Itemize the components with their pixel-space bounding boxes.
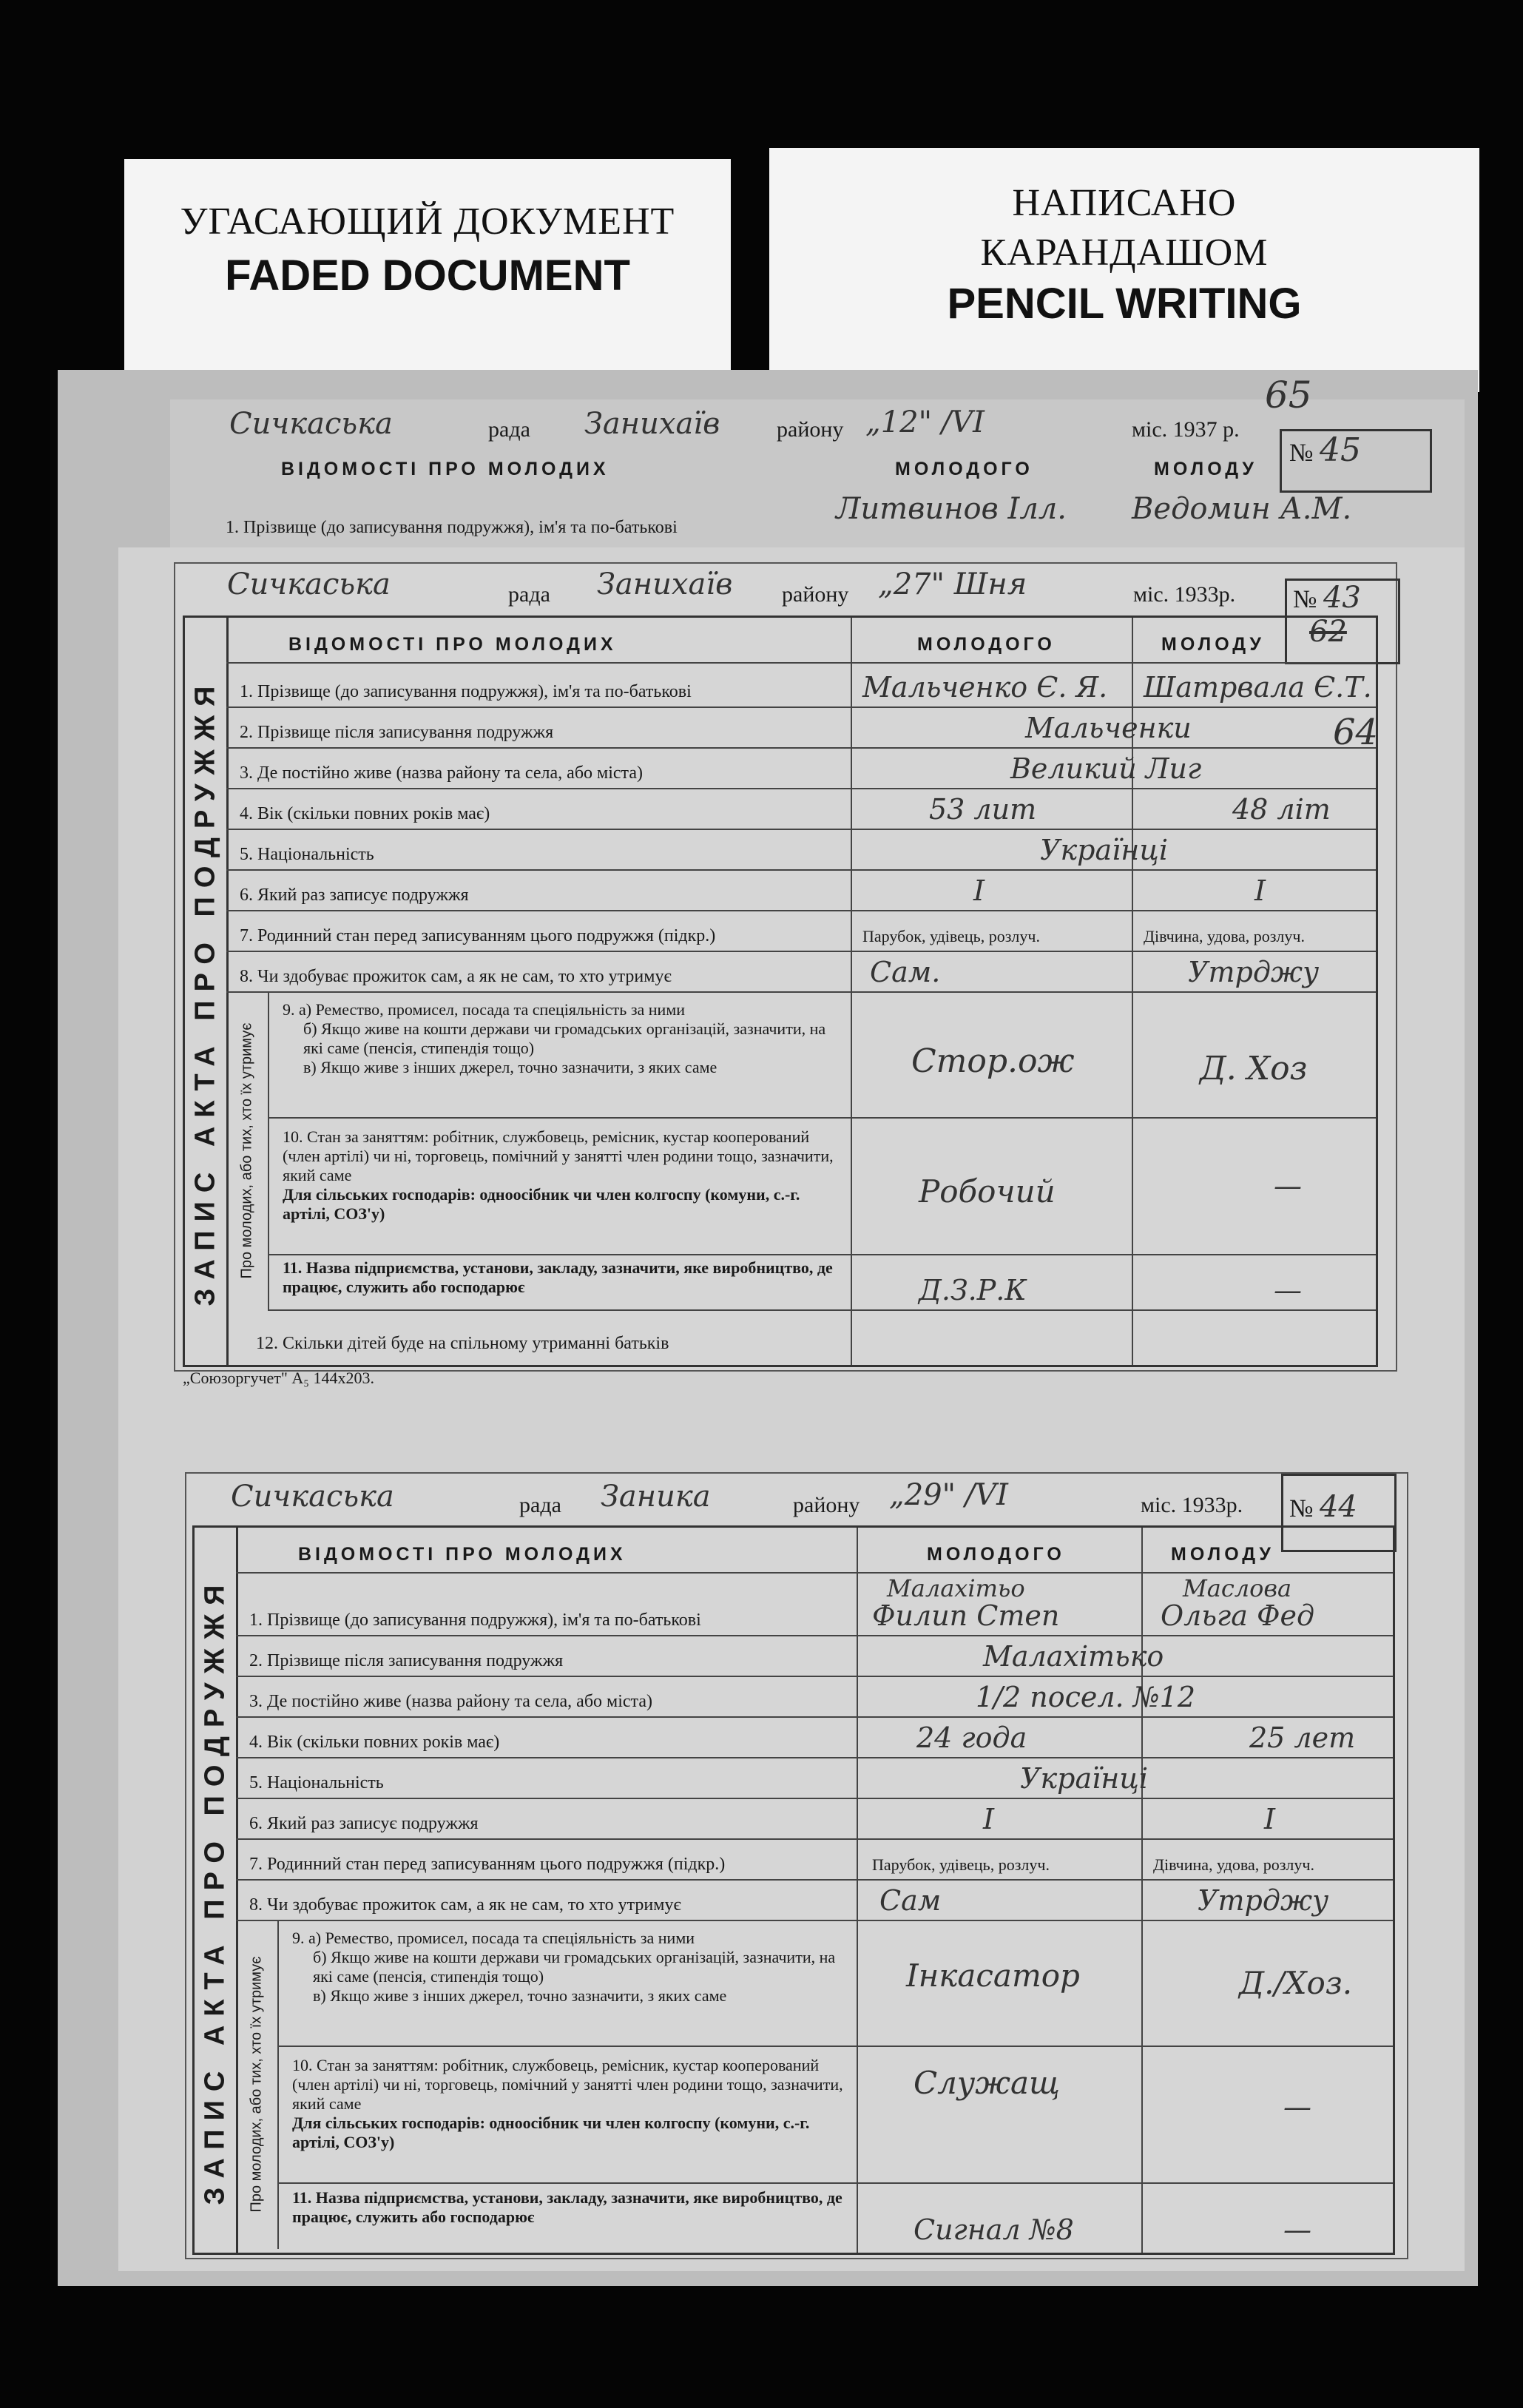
form2-row-q6	[236, 1798, 1393, 1840]
back-number-handwritten: 45	[1319, 431, 1361, 469]
form1-grid	[183, 616, 1378, 1367]
form1-q1-label: 1. Прізвище (до записування подружжя), ім'я та по-батькові	[240, 682, 692, 701]
form2-row-q11	[277, 2182, 1393, 2249]
form2-q9a: 9. а) Ремество, промисел, посада та спеціяльність за ними	[292, 1929, 695, 1947]
marriage-record-form-2	[185, 1472, 1408, 2259]
form2-bride-q8: Утрджу	[1198, 1884, 1329, 1917]
form2-sub-side	[236, 1920, 279, 2249]
form1-row-q1	[226, 662, 1376, 708]
form1-row-q7	[226, 910, 1376, 952]
back-year: 7	[1206, 417, 1218, 442]
pencil-label-ru2: КАРАНДАШОМ	[980, 232, 1269, 274]
form2-side-title-text: ЗАПИС АКТА ПРО ПОДРУЖЖЯ	[199, 1576, 231, 2205]
back-title: ВІДОМОСТІ ПРО МОЛОДИХ	[281, 459, 609, 479]
form2-year: 3	[1215, 1493, 1226, 1517]
form2-bride-q4: 25 лет	[1249, 1721, 1356, 1754]
form2-q7-label: 7. Родинний стан перед записуванням цього подружжя (підкр.)	[249, 1855, 726, 1874]
form1-no-label: №	[1293, 586, 1317, 613]
form1-row-q9	[268, 991, 1376, 1119]
form1-row-q10	[268, 1117, 1376, 1255]
form2-row-q7	[236, 1838, 1393, 1881]
form1-side-title	[185, 618, 229, 1365]
form2-q7-bride-options: Дівчина, удова, розлуч.	[1153, 1855, 1314, 1874]
form2-row-q3	[236, 1676, 1393, 1718]
form2-row-q4	[236, 1716, 1393, 1758]
form1-bride-q11: —	[1274, 1274, 1302, 1306]
form1-bride-q4: 48 літ	[1232, 793, 1331, 826]
form1-q11-label: 11. Назва підприємства, установи, закладу, зазначити, яке виробництво, де працює, служить або господарює	[283, 1258, 833, 1296]
form1-number-handwritten: 43	[1323, 581, 1361, 615]
back-number-top: 65	[1265, 374, 1312, 416]
form2-no-label: №	[1289, 1495, 1314, 1522]
form1-title: ВІДОМОСТІ ПРО МОЛОДИХ	[288, 634, 617, 655]
form1-bride-q10: —	[1274, 1170, 1302, 1202]
form2-sub-side-text: Про молодих, або тих, хто їх утримує	[248, 1956, 265, 2213]
form2-q9-label	[292, 1929, 847, 2006]
back-month-label	[1132, 417, 1240, 442]
back-r-label: р.	[1223, 417, 1240, 442]
form1-q9a: 9. а) Ремество, промисел, посада та спеціяльність за ними	[283, 1000, 686, 1019]
form1-q12-label: 12. Скільки дітей буде на спільному утриманні батьків	[256, 1334, 669, 1353]
form2-row-q10	[277, 2046, 1393, 2184]
marriage-record-form-1	[174, 562, 1397, 1387]
form1-rada-label: рада	[508, 582, 550, 607]
faded-document-label	[124, 159, 731, 381]
form2-q2-label: 2. Прізвище після записування подружжя	[249, 1651, 564, 1670]
form1-row-q11	[268, 1254, 1376, 1311]
form1-row-q5	[226, 829, 1376, 871]
form2-bride-q10: —	[1283, 2091, 1311, 2123]
form1-q2-label: 2. Прізвище після записування подружжя	[240, 723, 554, 742]
form1-q7-label: 7. Родинний стан перед записуванням цього подружжя (підкр.)	[240, 926, 716, 945]
form2-mis-label: міс. 193	[1141, 1493, 1215, 1517]
form2-row-q2	[236, 1635, 1393, 1677]
form2-month-label	[1141, 1493, 1243, 1518]
form1-village-handwritten: Занихаїв	[597, 567, 733, 601]
back-rada-handwritten: Сичкаська	[229, 407, 393, 441]
form1-groom-q9: Стор.ож	[911, 1042, 1075, 1080]
pencil-label-ru1: НАПИСАНО	[1012, 182, 1237, 224]
form1-number-struck: 62	[1309, 615, 1347, 649]
form1-q10-label	[283, 1127, 837, 1224]
form1-q10-text: 10. Стан за заняттям: робітник, службовець, ремісник, кустар кооперований (член артілі) чи ні, торговець, помічний у занятті член родини тощо, зазначити, який саме	[283, 1127, 834, 1184]
form2-q3-answer: 1/2 посел. №12	[976, 1681, 1196, 1713]
form2-groom-q1: Филип Степ	[872, 1599, 1060, 1632]
form2-q10-text: 10. Стан за заняттям: робітник, службовець, ремісник, кустар кооперований (член артілі) чи ні, торговець, помічний у занятті член родини тощо, зазначити, який саме	[292, 2056, 843, 2113]
form1-side-title-text: ЗАПИС АКТА ПРО ПОДРУЖЖЯ	[189, 677, 221, 1306]
back-rayonu-label: району	[777, 417, 844, 442]
form1-row-q8	[226, 951, 1376, 993]
form1-footer: „Союзоргучет" А₅ 144х203.	[183, 1369, 374, 1387]
form2-q4-label: 4. Вік (скільки повних років має)	[249, 1733, 500, 1752]
form1-date-handwritten: „27" Шня	[878, 567, 1027, 601]
form2-q1-label: 1. Прізвище (до записування подружжя), ім'я та по-батькові	[249, 1611, 701, 1630]
form2-row-q1	[236, 1572, 1393, 1636]
back-groom-q1: Литвинов Ілл.	[836, 492, 1067, 526]
pencil-writing-label	[769, 148, 1479, 392]
form2-rada-handwritten: Сичкаська	[231, 1480, 394, 1514]
form2-groom-q6: I	[983, 1803, 995, 1835]
form2-groom-q4: 24 года	[916, 1721, 1027, 1754]
form1-groom-header: МОЛОДОГО	[917, 634, 1056, 655]
form1-q7-bride-options: Дівчина, удова, розлуч.	[1144, 927, 1305, 945]
form1-groom-q6: I	[973, 874, 985, 907]
form2-title: ВІДОМОСТІ ПРО МОЛОДИХ	[298, 1544, 627, 1565]
form1-row-q2	[226, 706, 1376, 749]
back-q1: 1. Прізвище (до записування подружжя), ім'я та по-батькові	[226, 518, 678, 537]
form1-r-label: р.	[1218, 582, 1236, 607]
form2-groom-q9: Інкасатор	[906, 1957, 1080, 1994]
form2-village-handwritten: Заника	[601, 1480, 711, 1514]
form1-q9c: в) Якщо живе з інших джерел, точно зазначити, з яких саме	[303, 1058, 717, 1076]
form2-grid	[192, 1525, 1395, 2255]
back-mis-label: міс. 193	[1132, 417, 1206, 442]
form1-q4-label: 4. Вік (скільки повних років має)	[240, 804, 490, 823]
form2-row-header	[236, 1528, 1393, 1574]
form1-bride-q9: Д. Хоз	[1200, 1050, 1308, 1087]
form2-row-q8	[236, 1879, 1393, 1921]
form2-rada-label: рада	[519, 1493, 561, 1517]
form1-side-number: 64	[1333, 712, 1379, 753]
form1-q5-label: 5. Національність	[240, 845, 374, 864]
form2-date-handwritten: „29" /VI	[889, 1478, 1008, 1512]
form1-q2-answer: Мальченки	[1025, 712, 1192, 744]
back-bride-header: МОЛОДУ	[1154, 459, 1257, 479]
form1-row-q12	[226, 1309, 1376, 1363]
form2-side-title	[195, 1528, 238, 2253]
back-date-handwritten: „12" /VI	[865, 405, 985, 439]
back-rada-label: рада	[488, 417, 530, 442]
form1-bride-q8: Утрджу	[1188, 956, 1320, 988]
form1-groom-q11: Д.З.Р.К	[919, 1274, 1027, 1306]
form2-q8-label: 8. Чи здобуває прожиток сам, а як не сам, то хто утримує	[249, 1895, 681, 1915]
form2-q3-label: 3. Де постійно живе (назва району та села, або міста)	[249, 1692, 652, 1711]
form1-month-label	[1133, 582, 1235, 607]
form1-groom-q4: 53 лит	[929, 793, 1037, 826]
faded-label-en: FADED DOCUMENT	[225, 252, 630, 300]
form2-groom-q11: Сигнал №8	[914, 2213, 1074, 2246]
form2-q10-label	[292, 2056, 847, 2152]
form1-mis-label: міс. 193	[1133, 582, 1208, 607]
form1-rayonu-label: району	[782, 582, 849, 607]
form1-groom-q1: Мальченко Є. Я.	[862, 671, 1108, 704]
form2-q10b-text: Для сільських господарів: одноосібник чи член колгоспу (комуни, с.-г. артілі, СОЗ'у)	[292, 2114, 810, 2151]
form1-q10b-text: Для сільських господарів: одноосібник чи член колгоспу (комуни, с.-г. артілі, СОЗ'у)	[283, 1185, 800, 1223]
back-bride-q1: Ведомин А.М.	[1132, 492, 1352, 526]
form2-bride-q1-top: Маслова	[1183, 1574, 1292, 1602]
form2-q5-answer: Українці	[1020, 1762, 1148, 1795]
form2-bride-q11: —	[1283, 2213, 1311, 2246]
form2-bride-header: МОЛОДУ	[1171, 1544, 1274, 1565]
form1-bride-header: МОЛОДУ	[1161, 634, 1265, 655]
form1-bride-q6: I	[1254, 874, 1266, 907]
form1-row-q4	[226, 788, 1376, 830]
form1-q6-label: 6. Який раз записує подружжя	[240, 886, 469, 905]
form2-bride-q9: Д./Хоз.	[1239, 1965, 1353, 2001]
form2-q5-label: 5. Національність	[249, 1773, 384, 1792]
form1-groom-q10: Робочий	[919, 1173, 1056, 1210]
faded-label-ru: УГАСАЮЩИЙ ДОКУМЕНТ	[180, 200, 675, 243]
back-number-box	[1280, 429, 1432, 493]
form1-row-q6	[226, 869, 1376, 911]
form1-q9-label	[283, 1000, 837, 1077]
form1-row-header	[226, 618, 1376, 664]
form2-row-q9	[277, 1920, 1393, 2047]
form2-bride-q1: Ольга Фед	[1161, 1599, 1315, 1632]
form1-year: 3	[1207, 582, 1219, 607]
form2-bride-q6: I	[1264, 1803, 1276, 1835]
form1-groom-q8: Сам.	[870, 956, 941, 988]
back-form	[170, 374, 1465, 547]
form1-q3-answer: Великий Лиг	[1010, 752, 1202, 785]
form2-r-label: р.	[1226, 1493, 1243, 1517]
back-groom-header: МОЛОДОГО	[895, 459, 1033, 479]
form1-q7-groom-options: Парубок, удівець, розлуч.	[862, 927, 1040, 945]
form2-q6-label: 6. Який раз записує подружжя	[249, 1814, 479, 1833]
form2-groom-header: МОЛОДОГО	[927, 1544, 1065, 1565]
form1-rada-handwritten: Сичкаська	[227, 567, 391, 601]
form2-q9b: б) Якщо живе на кошти держави чи громадських організацій, зазначити, на які саме (пенсія, стипендія тощо)	[313, 1948, 836, 1986]
form2-number-handwritten: 44	[1319, 1490, 1357, 1524]
back-no-label: №	[1289, 439, 1314, 467]
form1-q3-label: 3. Де постійно живе (назва району та села, або міста)	[240, 763, 643, 783]
pencil-label-en: PENCIL WRITING	[947, 280, 1302, 328]
form2-row-q5	[236, 1757, 1393, 1799]
form1-sub-side	[226, 991, 269, 1309]
form2-groom-q10: Служащ	[914, 2065, 1061, 2101]
form1-q8-label: 8. Чи здобуває прожиток сам, а як не сам, то хто утримує	[240, 967, 672, 986]
form1-sub-side-text: Про молодих, або тих, хто їх утримує	[238, 1022, 255, 1278]
form2-rayonu-label: району	[793, 1493, 860, 1517]
form1-bride-q1: Шатрвала Є.Т.	[1144, 671, 1372, 704]
form1-row-q3	[226, 747, 1376, 789]
form2-q2-answer: Малахітько	[983, 1640, 1164, 1673]
form2-q11-label: 11. Назва підприємства, установи, закладу, зазначити, яке виробництво, де працює, служить або господарює	[292, 2188, 842, 2226]
back-village-handwritten: Занихаїв	[584, 407, 720, 441]
form2-groom-q1-top: Малахітьо	[887, 1574, 1025, 1602]
form2-groom-q8: Сам	[879, 1884, 942, 1917]
form1-q9b: б) Якщо живе на кошти держави чи громадських організацій, зазначити, на які саме (пенсія, стипендія тощо)	[303, 1019, 826, 1057]
form2-q7-groom-options: Парубок, удівець, розлуч.	[872, 1855, 1050, 1874]
form2-q9c: в) Якщо живе з інших джерел, точно зазначити, з яких саме	[313, 1986, 727, 2005]
form1-q5-answer: Українці	[1040, 834, 1168, 866]
